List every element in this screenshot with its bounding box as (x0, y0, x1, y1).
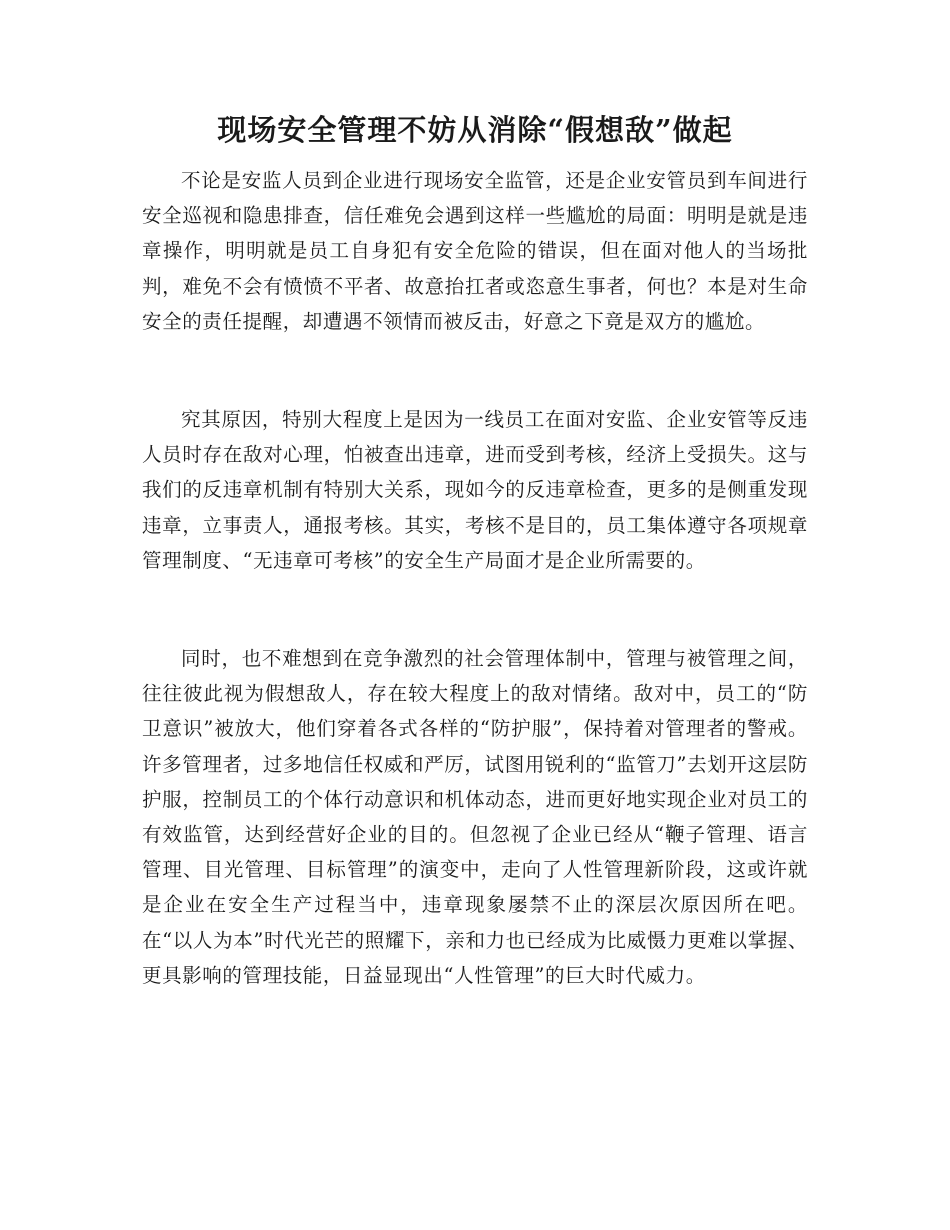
body-paragraph-2: 究其原因，特别大程度上是因为一线员工在面对安监、企业安管等反违人员时存在敌对心理，怕被查出违章，进而受到考核，经济上受损失。这与我们的反违章机制有特别大关系，现如今的反违章检查，更多的是侧重发现违章，立事责人，通报考核。其实，考核不是目的，员工集体遵守各项规章管理制度、“无违章可考核”的安全生产局面才是企业所需要的。 (142, 408, 808, 572)
document-title: 现场安全管理不妨从消除“假想敌”做起 (217, 113, 733, 147)
body-paragraph-3: 同时，也不难想到在竞争激烈的社会管理体制中，管理与被管理之间，往往彼此视为假想敌人，存在较大程度上的敌对情绪。敌对中，员工的“防卫意识”被放大，他们穿着各式各样的“防护服”，保持着对管理者的警戒。许多管理者，过多地信任权威和严厉，试图用锐利的“监管刀”去划开这层防护服，控制员工的个体行动意识和机体动态，进而更好地实现企业对员工的有效监管，达到经营好企业的目的。但忽视了企业已经从“鞭子管理、语言管理、目光管理、目标管理”的演变中，走向了人性管理新阶段，这或许就是企业在安全生产过程当中，违章现象屡禁不止的深层次原因所在吧。在“以人为本”时代光芒的照耀下，亲和力也已经成为比威慑力更难以掌握、更具影响的管理技能，日益显现出“人性管理”的巨大时代威力。 (142, 647, 808, 987)
body-paragraph-1: 不论是安监人员到企业进行现场安全监管，还是企业安管员到车间进行安全巡视和隐患排查，信任难免会遇到这样一些尴尬的局面：明明是就是违章操作，明明就是员工自身犯有安全危险的错误，但在面对他人的当场批判，难免不会有愤愤不平者、故意抬扛者或恣意生事者，何也？本是对生命安全的责任提醒，却遭遇不领情而被反击，好意之下竟是双方的尴尬。 (142, 169, 808, 333)
